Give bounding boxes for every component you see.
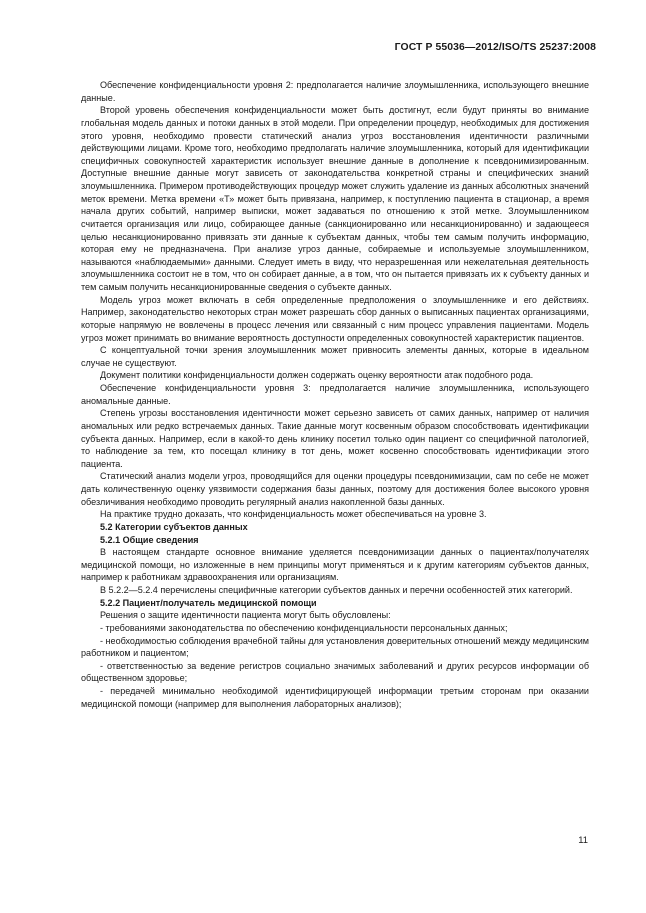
document-header: ГОСТ Р 55036—2012/ISO/TS 25237:2008 [394,42,596,53]
body-paragraph: Документ политики конфиденциальности должен содержать оценку вероятности атак подобного рода. [100,370,534,381]
body-paragraph: - ответственностью за ведение регистров социально значимых заболеваний и других ресурсов информации об общественном здоровье; [81,660,589,684]
body-paragraph: - необходимостью соблюдения врачебной тайны для установления доверительных отношений между медицинским работником и пациентом; [81,635,589,659]
body-paragraph: Второй уровень обеспечения конфиденциальности может быть достигнут, если будут приняты во внимание глобальная модель данных и потоки данных в этой модели. При определении процедур, необходимых для достижения этого уровня, необходимо провести статический анализ угроз восстановления идентичности различными действующими лицами. Кроме того, необходимо предполагать наличие злоумышленника, который для идентификации специфичных совокупностей характеристик использует внешние данные в дополнение к псевдонимизированным. Доступные внешние данные могут зависеть от законодательства конкретной страны и специфических знаний злоумышленника. Примером противодействующих процедур может служить удаление из данных абсолютных значений меток времени. Метка времени «Т» может быть привязана, например, к поступлению пациента в стационар, а время начала других событий, например выписки, может задаваться по отношению к этой метке. Злоумышленником считается организация или лицо, собирающее данные (санкционированно или несанкционированно) и задающееся целью несанкционированно привязать эти данные к субъектам данных, чтобы тем самым получить информацию, которая ему не предназначена. При анализе угроз данные, собираемые и используемые злоумышленником, называются «наблюдаемыми» данными. Следует иметь в виду, что неразрешенная или нежелательная деятельность злоумышленника состоит не в том, что он собирает данные, а в том, что он пытается привязать их к субъекту данных и тем самым получить несанкционированные сведения о субъекте данных. [81,105,589,292]
body-paragraph: Степень угрозы восстановления идентичности может серьезно зависеть от самих данных, например от наличия аномальных или редко встречаемых данных. Такие данные могут косвенным образом способствовать идентификации субъекта данных. Например, если в какой-то день клинику посетил только один пациент со специфичной патологией, то наблюдение за тем, кто посещал клинику в тот день, может косвенно способствовать идентификации этого пациента. [81,408,589,469]
body-paragraph: В настоящем стандарте основное внимание уделяется псевдонимизации данных о пациентах/получателях медицинской помощи, но изложенные в нем принципы могут применяться и к другим категориям субъектов данных, например к работникам здравоохранения или организациям. [81,547,589,583]
body-paragraph: Статический анализ модели угроз, проводящийся для оценки процедуры псевдонимизации, сам по себе не может дать количественную оценку уязвимости содержания базы данных, поэтому для достижения более высокого уровня обезличивания необходимо проводить регулярный анализ накопленной базы данных. [81,471,589,507]
body-paragraph: В 5.2.2—5.2.4 перечислены специфичные категории субъектов данных и перечни особенностей этих категорий. [100,585,573,595]
page-number: 11 [578,834,588,845]
body-paragraph: Модель угроз может включать в себя определенные предположения о злоумышленнике и его действиях. Например, законодательство некоторых стран может разрешать сбор данных о выписанных пациентах организациями, которые напрямую не вовлечены в процесс лечения или связанный с ним процесс управления пациентами. Модель угроз может принимать во внимание вероятность доступности определенных совокупностей характеристик пациентов. [81,294,589,343]
body-paragraph: Обеспечение конфиденциальности уровня 2: предполагается наличие злоумышленника, использующего внешние данные. [81,80,589,103]
section-heading: 5.2 Категории субъектов данных [100,521,248,532]
body-paragraph: Решения о защите идентичности пациента могут быть обусловлены: [100,610,391,621]
document-body [81,79,589,710]
body-paragraph: - передачей минимально необходимой идентифицирующей информации третьим сторонам при оказании медицинской помощи (например для выполнения лабораторных анализов); [81,686,589,709]
section-heading: 5.2.2 Пациент/получатель медицинской помощи [100,597,317,608]
body-paragraph: Обеспечение конфиденциальности уровня 3: предполагается наличие злоумышленника, использующего аномальные данные. [81,383,589,406]
body-paragraph: На практике трудно доказать, что конфиденциальность может обеспечиваться на уровне 3. [100,509,487,520]
section-heading: 5.2.1 Общие сведения [100,534,199,545]
body-paragraph: С концептуальной точки зрения злоумышленник может привносить элементы данных, которые в идеальном случае не существуют. [81,345,589,368]
body-paragraph: - требованиями законодательства по обеспечению конфиденциальности персональных данных; [100,622,508,633]
